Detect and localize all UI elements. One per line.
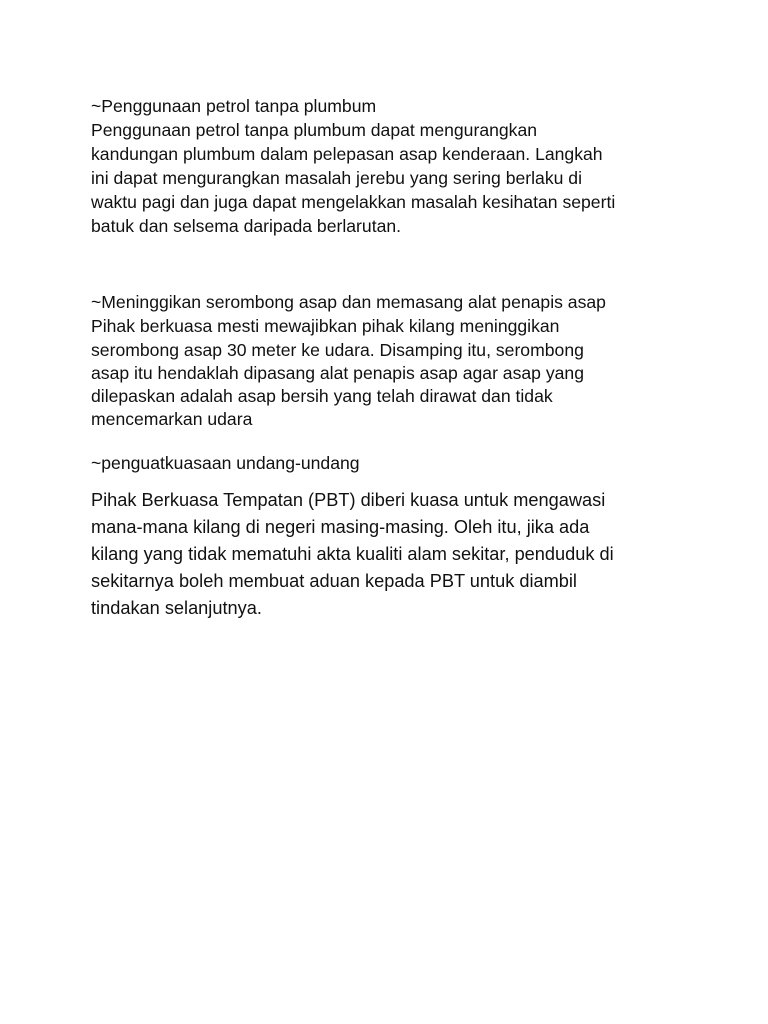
paragraph-line: waktu pagi dan juga dapat mengelakkan masalah kesihatan seperti xyxy=(91,192,616,212)
paragraph-line: Pihak Berkuasa Tempatan (PBT) diberi kuasa untuk mengawasi xyxy=(91,490,606,510)
paragraph-line: mana-mana kilang di negeri masing-masing. Oleh itu, jika ada xyxy=(91,517,590,537)
paragraph-line: kandungan plumbum dalam pelepasan asap kenderaan. Langkah xyxy=(91,144,603,164)
section-heading-petrol: ~Penggunaan petrol tanpa plumbum xyxy=(91,96,377,116)
paragraph-line: ini dapat mengurangkan masalah jerebu yang sering berlaku di xyxy=(91,168,582,188)
section-heading-serombong: ~Meninggikan serombong asap dan memasang alat penapis asap xyxy=(91,292,606,312)
paragraph-line: dilepaskan adalah asap bersih yang telah dirawat dan tidak xyxy=(91,386,553,406)
paragraph-line: Pihak berkuasa mesti mewajibkan pihak kilang meninggikan xyxy=(91,316,560,336)
paragraph-line: asap itu hendaklah dipasang alat penapis asap agar asap yang xyxy=(91,363,585,383)
paragraph-line: mencemarkan udara xyxy=(91,409,253,429)
paragraph-line: batuk dan selsema daripada berlarutan. xyxy=(91,216,402,236)
paragraph-line: serombong asap 30 meter ke udara. Disamping itu, serombong xyxy=(91,340,584,360)
section-heading-penguatkuasaan: ~penguatkuasaan undang-undang xyxy=(91,453,360,473)
paragraph-line: tindakan selanjutnya. xyxy=(91,598,262,618)
paragraph-line: Penggunaan petrol tanpa plumbum dapat mengurangkan xyxy=(91,120,538,140)
paragraph-line: sekitarnya boleh membuat aduan kepada PBT untuk diambil xyxy=(91,571,577,591)
paragraph-line: kilang yang tidak mematuhi akta kualiti alam sekitar, penduduk di xyxy=(91,544,614,564)
